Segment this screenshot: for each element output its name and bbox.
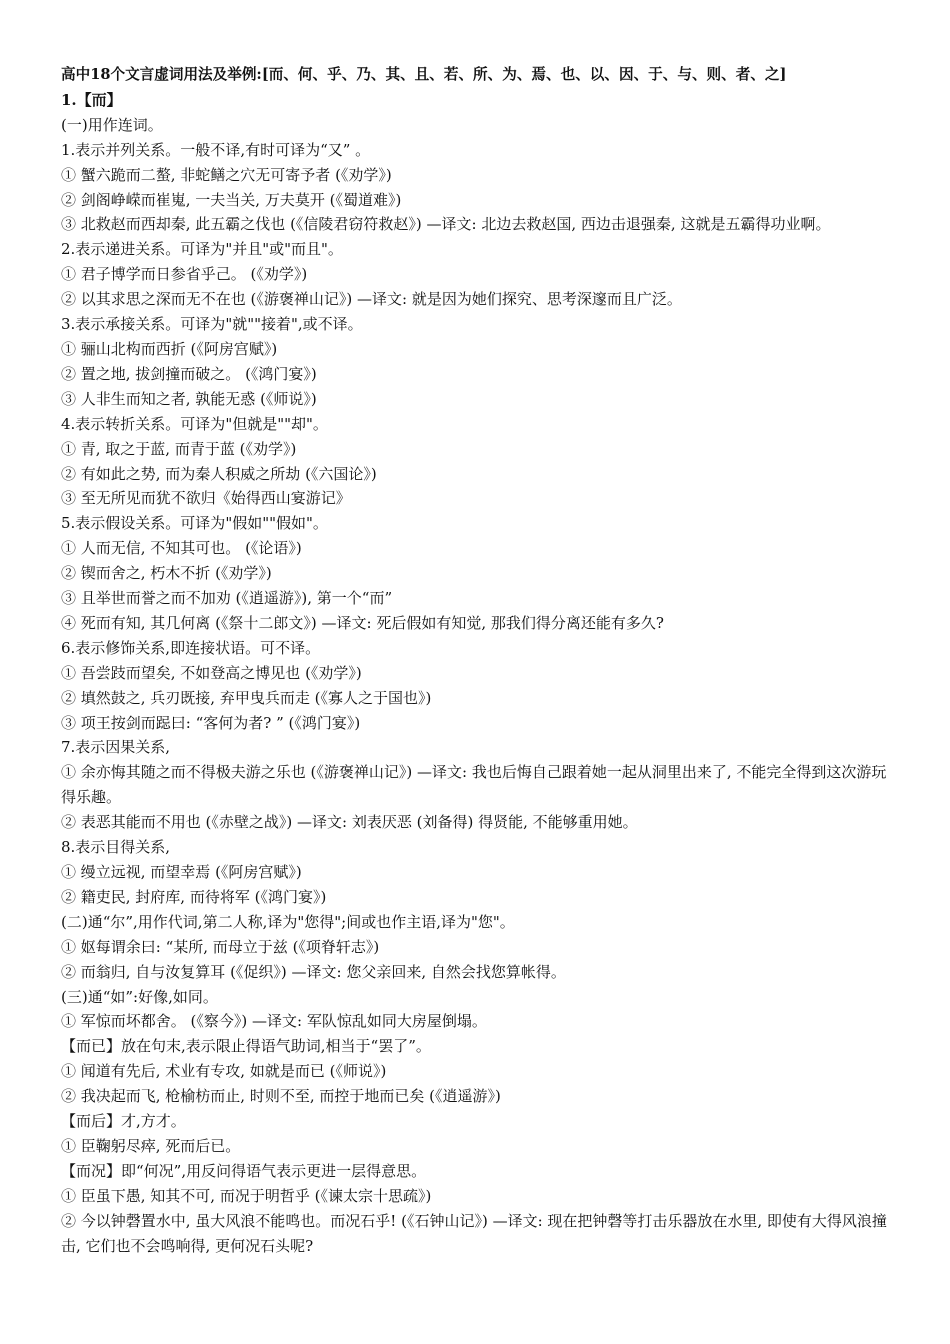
body-line: ① 军惊而坏都舍。 (《察今》) —译文: 军队惊乱如同大房屋倒塌。 xyxy=(61,1012,487,1031)
body-line: ① 臣鞠躬尽瘁, 死而后已。 xyxy=(61,1136,241,1155)
body-line: 2.表示递进关系。可译为"并且"或"而且"。 xyxy=(61,240,343,259)
body-line: ③ 人非生而知之者, 孰能无惑 (《师说》) xyxy=(61,389,317,408)
body-line: ③ 项王按剑而跽曰: “客何为者? ” (《鸿门宴》) xyxy=(61,713,361,732)
body-line: ① 妪每谓余曰: “某所, 而母立于兹 (《项脊轩志》) xyxy=(61,937,380,956)
body-line: ② 剑阁峥嵘而崔嵬, 一夫当关, 万夫莫开 (《蜀道难》) xyxy=(61,190,402,209)
document-body xyxy=(61,113,898,1259)
body-line: (三)通“如”:好像,如同。 xyxy=(61,987,218,1006)
body-line: ② 锲而舍之, 朽木不折 (《劝学》) xyxy=(61,564,272,583)
body-line: ④ 死而有知, 其几何离 (《祭十二郎文》) —译文: 死后假如有知觉, 那我们得分离还能有多久? xyxy=(61,613,664,632)
body-line: ① 缦立远视, 而望幸焉 (《阿房宫赋》) xyxy=(61,863,302,881)
body-line: 【而后】才,方才。 xyxy=(61,1112,186,1131)
body-line: ③ 且举世而誉之而不加劝 (《逍遥游》), 第一个“而” xyxy=(61,589,393,608)
body-line: ② 表恶其能而不用也 (《赤壁之战》) —译文: 刘表厌恶 (刘备得) 得贤能, 不能够重用她。 xyxy=(61,813,638,832)
body-line: ② 今以钟磬置水中, 虽大风浪不能鸣也。而况石乎! (《石钟山记》) —译文: 现在把钟磬等打击乐器放在水里, 即使有大得风浪撞击, 它们也不会鸣响得, 更何况石头呢? xyxy=(61,1211,887,1255)
body-line: 1.表示并列关系。一般不译,有时可译为“又” 。 xyxy=(61,140,371,159)
body-line: 6.表示修饰关系,即连接状语。可不译。 xyxy=(61,638,321,657)
body-line: ③ 至无所见而犹不欲归《始得西山宴游记》 xyxy=(61,489,351,508)
body-line: ② 填然鼓之, 兵刃既接, 弃甲曳兵而走 (《寡人之于国也》) xyxy=(61,688,432,707)
section-heading: 1.【而】 xyxy=(61,90,122,109)
body-line: ① 闻道有先后, 术业有专攻, 如就是而已 (《师说》) xyxy=(61,1062,387,1081)
body-line: ① 蟹六跪而二螯, 非蛇鳝之穴无可寄予者 (《劝学》) xyxy=(61,165,392,184)
document-title: 高中18个文言虚词用法及举例:[而、何、乎、乃、其、且、若、所、为、焉、也、以、因、于、与、则、者、之] xyxy=(61,66,787,83)
body-line: ② 有如此之势, 而为秦人积威之所劫 (《六国论》) xyxy=(61,464,377,483)
body-line: ② 置之地, 拔剑撞而破之。 (《鸿门宴》) xyxy=(61,364,317,383)
body-line: ① 余亦悔其随之而不得极夫游之乐也 (《游褒禅山记》) —译文: 我也后悔自己跟着她一起从洞里出来了, 不能完全得到这次游玩得乐趣。 xyxy=(61,763,887,807)
body-line: ① 人而无信, 不知其可也。 (《论语》) xyxy=(61,539,302,558)
body-line: 5.表示假设关系。可译为"假如""假如"。 xyxy=(61,514,328,533)
body-line: 8.表示目得关系, xyxy=(61,838,171,857)
body-line: ① 君子博学而日参省乎己。 (《劝学》) xyxy=(61,265,308,284)
body-line: ① 骊山北构而西折 (《阿房宫赋》) xyxy=(61,339,278,358)
body-line: ① 青, 取之于蓝, 而青于蓝 (《劝学》) xyxy=(61,439,297,458)
body-line: 3.表示承接关系。可译为"就""接着",或不译。 xyxy=(61,315,363,334)
body-line: 【而已】放在句末,表示限止得语气助词,相当于“罢了”。 xyxy=(61,1037,431,1056)
body-line: 【而况】即“何况”,用反问得语气表示更进一层得意思。 xyxy=(61,1161,427,1180)
body-line: ② 我决起而飞, 枪榆枋而止, 时则不至, 而控于地而已矣 (《逍遥游》) xyxy=(61,1087,501,1106)
body-line: ① 臣虽下愚, 知其不可, 而况于明哲乎 (《谏太宗十思疏》) xyxy=(61,1186,432,1205)
body-line: (一)用作连词。 xyxy=(61,115,163,134)
body-line: ③ 北救赵而西却秦, 此五霸之伐也 (《信陵君窃符救赵》) —译文: 北边去救赵国, 西边击退强秦, 这就是五霸得功业啊。 xyxy=(61,215,831,234)
body-line: ② 以其求思之深而无不在也 (《游褒禅山记》) —译文: 就是因为她们探究、思考深邃而且广泛。 xyxy=(61,290,682,309)
body-line: 7.表示因果关系, xyxy=(61,738,171,757)
body-line: (二)通“尔”,用作代词,第二人称,译为"您得";间或也作主语,译为"您"。 xyxy=(61,912,515,931)
body-line: ① 吾尝跂而望矣, 不如登高之博见也 (《劝学》) xyxy=(61,663,362,682)
body-line: ② 而翁归, 自与汝复算耳 (《促织》) —译文: 您父亲回来, 自然会找您算帐得。 xyxy=(61,962,566,981)
body-line: ② 籍吏民, 封府库, 而待将军 (《鸿门宴》) xyxy=(61,887,327,906)
body-line: 4.表示转折关系。可译为"但就是""却"。 xyxy=(61,414,328,433)
